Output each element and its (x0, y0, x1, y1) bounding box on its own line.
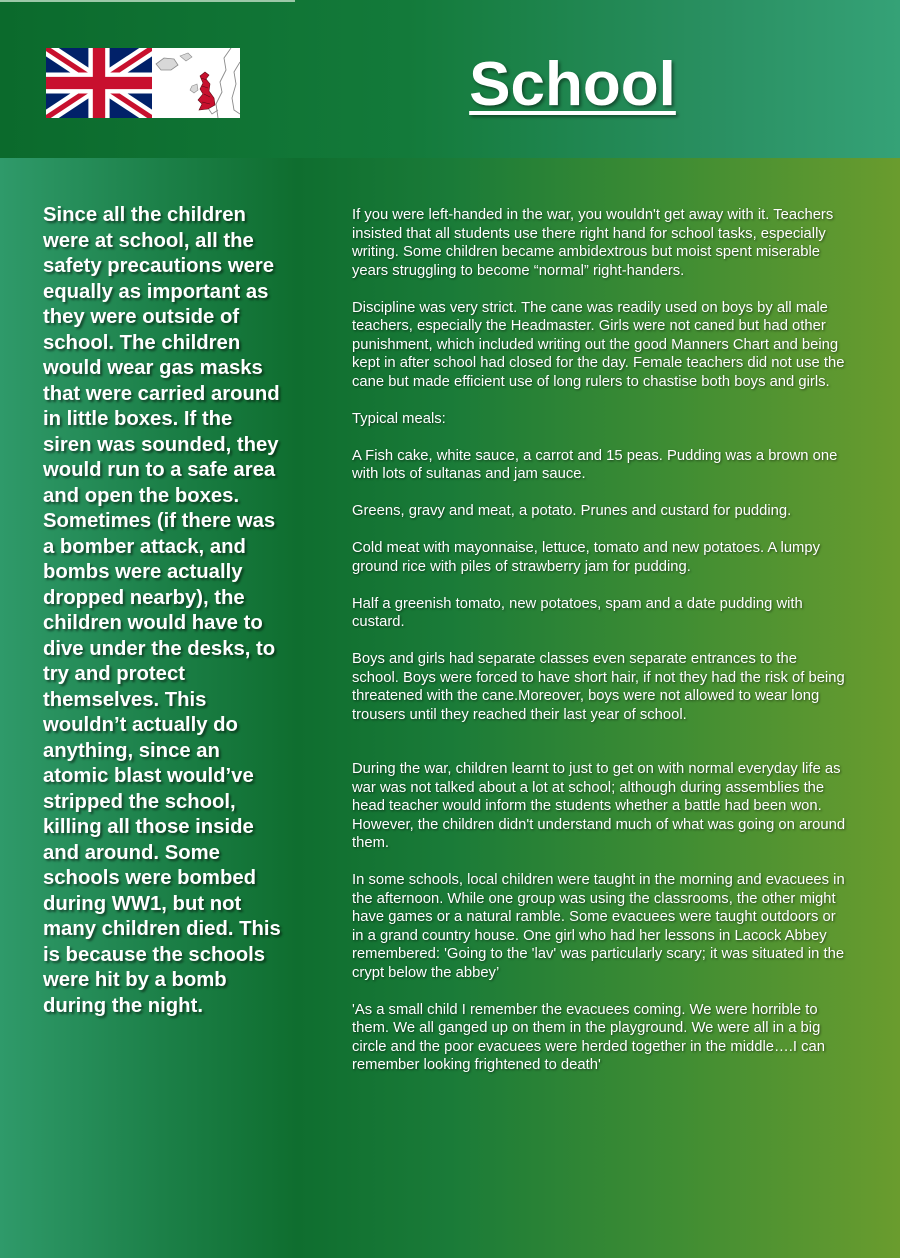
right-column (352, 206, 846, 1093)
paragraph-left-handed: If you were left-handed in the war, you wouldn't get away with it. Teachers insisted that all students use there right hand for school tasks, especially writing. Some children became ambidextrous but moist spent miserable years struggling to become “normal” right-handers. (352, 207, 834, 279)
british-isles-map-icon (152, 48, 240, 118)
paragraph-meal-2: Greens, gravy and meat, a potato. Prunes and custard for pudding. (352, 503, 792, 519)
paragraph-meal-4: Half a greenish tomato, new potatoes, spam and a date pudding with custard. (352, 595, 803, 630)
paragraph-discipline: Discipline was very strict. The cane was readily used on boys by all male teachers, especially the Headmaster. Girls were not caned but had other punishment, which included writing out the good Manners Chart and being kept in after school had closed for the day. Female teachers did not use the cane but made efficient use of long rulers to chastise both boys and girls. (352, 299, 845, 390)
paragraph-evacuee-schools: In some schools, local children were taught in the morning and evacuees in the afternoon. While one group was using the classrooms, the other might have games or a natural ramble. Some evacuees were taught outdoors or in a grand country house. One girl who had her lessons in Lacock Abbey remembered: 'Going to the 'lav' was particularly scary; it was situated in the crypt below the abbey’ (352, 872, 845, 981)
page-title: School (469, 50, 676, 119)
flag-and-map-block (46, 48, 240, 118)
header-accent-line (0, 0, 295, 2)
left-column-text: Since all the children were at school, all the safety precautions were equally as important as they were outside of school. The children would wear gas masks that were carried around in little boxes. If the siren was sounded, they would run to a safe area and open the boxes. Sometimes (if there was a bomber attack, and bombs were actually dropped nearby), the children would have to dive under the desks, to try and protect themselves. This wouldn’t actually do anything, since an atomic blast would’ve stripped the school, killing all those inside and around. Some schools were bombed during WW1, but not many children died. This is because the schools were hit by a bomb during the night. (43, 204, 281, 1017)
paragraph-meal-1: A Fish cake, white sauce, a carrot and 15 peas. Pudding was a brown one with lots of sultanas and jam sauce. (352, 447, 838, 482)
union-jack-flag-icon (46, 48, 152, 118)
paragraph-evacuee-memory: 'As a small child I remember the evacuees coming. We were horrible to them. We all ganged up on them in the playground. We were all in a big circle and the poor evacuees were herded together in the middle….I can remember looking frightened to death' (352, 1001, 825, 1073)
paragraph-meal-3: Cold meat with mayonnaise, lettuce, tomato and new potatoes. A lumpy ground rice with piles of strawberry jam for pudding. (352, 540, 821, 575)
page-header (0, 0, 900, 158)
paragraph-typical-meals: Typical meals: (352, 410, 446, 427)
paragraph-separate-classes: Boys and girls had separate classes even separate entrances to the school. Boys were forced to have short hair, if not they had the risk of being threatened with the cane.Moreover, boys were not allowed to wear long trousers until they reached their last year of school. (352, 651, 845, 723)
paragraph-normal-life: During the war, children learnt to just to get on with normal everyday life as war was not talked about a lot at school; although during assemblies the head teacher would inform the students whether a battle had been won. However, the children didn't understand much of what was going on around them. (352, 761, 846, 851)
